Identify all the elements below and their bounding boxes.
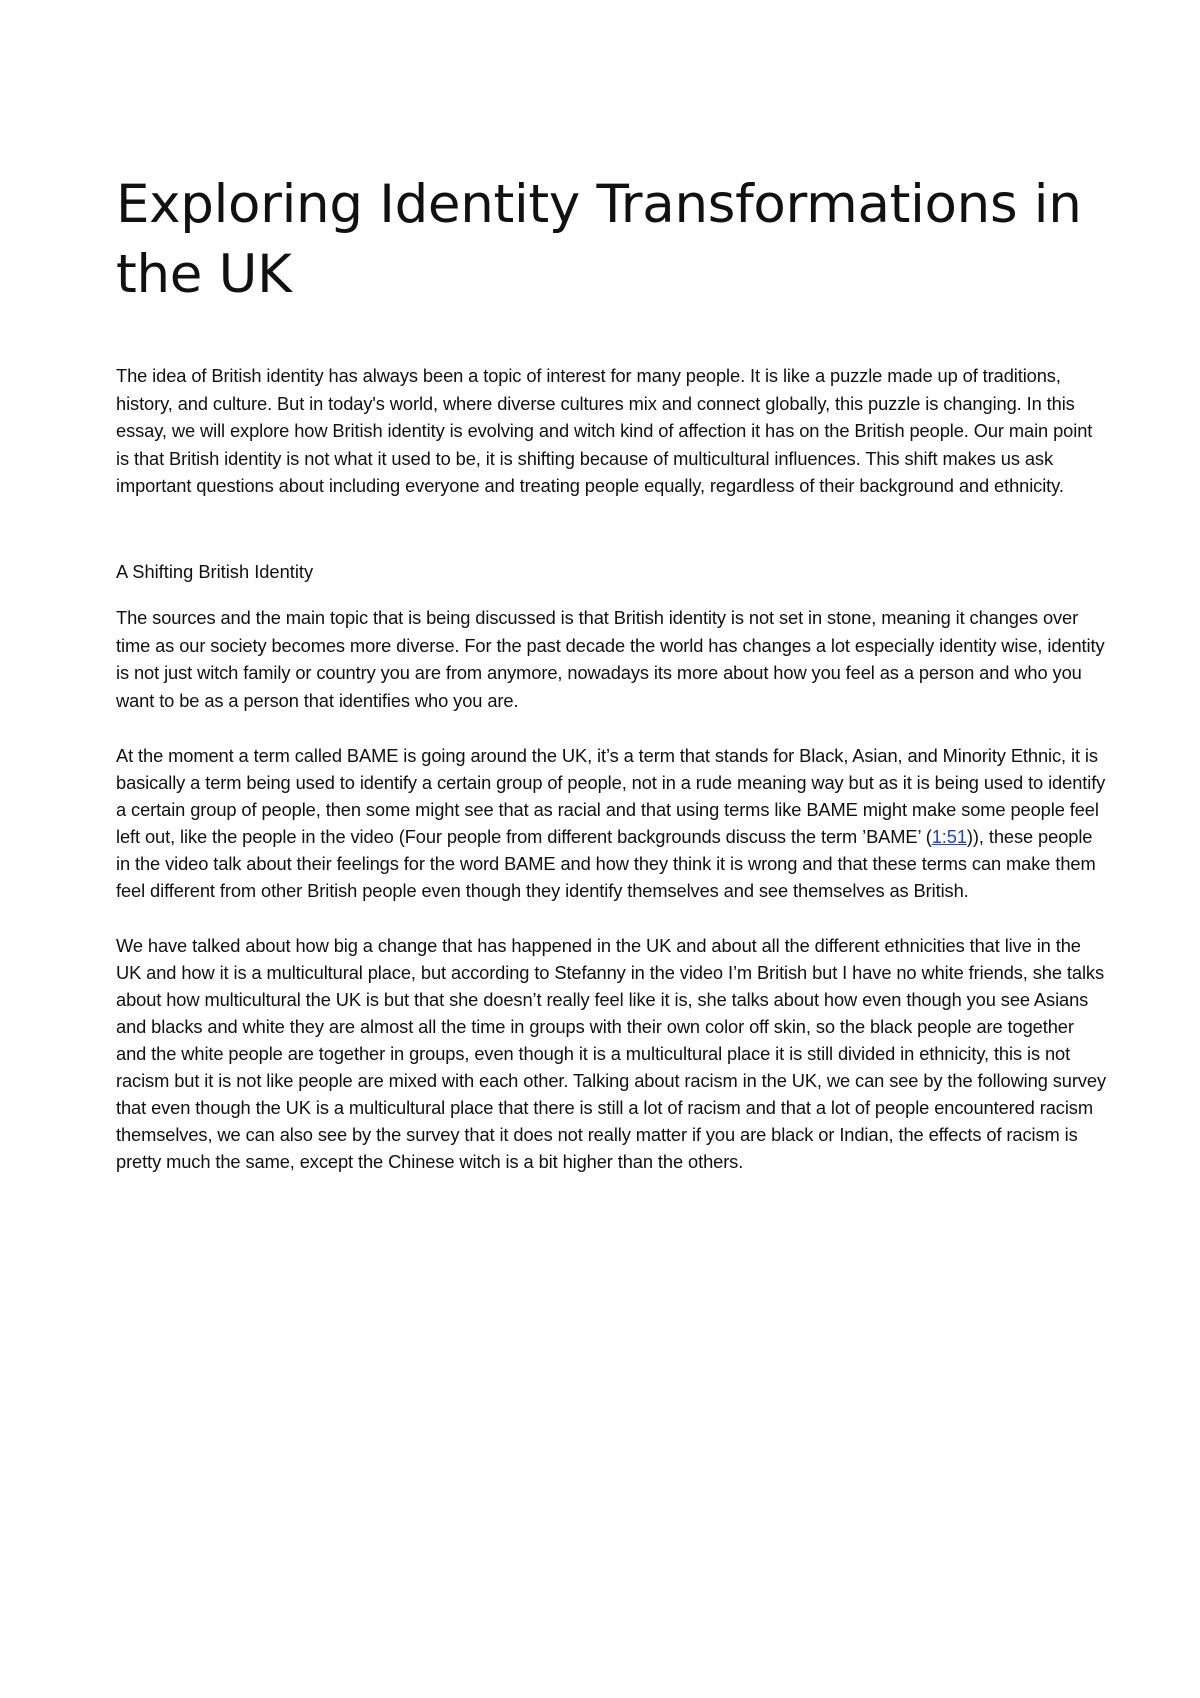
intro-paragraph: The idea of British identity has always been a topic of interest for many people. It is like a puzzle made up of traditions, history, and culture. But in today's world, where diverse cultures mix and connect globally, this puzzle is changing. In this essay, we will explore how British identity is evolving and witch kind of affection it has on the British people. Our main point is that British identity is not what it used to be, it is shifting because of multicultural influences. This shift makes us ask important questions about including everyone and treating people equally, regardless of their background and ethnicity. xyxy=(116,365,1093,496)
document-body xyxy=(116,170,1106,1175)
body-paragraph-2 xyxy=(116,742,1106,904)
document-title: Exploring Identity Transformations in the UK xyxy=(116,174,1082,305)
body-paragraph-1: The sources and the main topic that is being discussed is that British identity is not set in stone, meaning it changes over time as our society becomes more diverse. For the past decade the world has changes a lot especially identity wise, identity is not just witch family or country you are from anymore, nowadays its more about how you feel as a person and who you want to be as a person that identifies who you are. xyxy=(116,607,1105,711)
paragraph-2-text-after-link: )), these people in the video talk about their feelings for the word BAME and how they think it is wrong and that these terms can make them feel different from other British people even though they identify themselves and see themselves as British. xyxy=(116,826,1096,901)
body-paragraph-3: We have talked about how big a change that has happened in the UK and about all the different ethnicities that live in the UK and how it is a multicultural place, but according to Stefanny in the video I’m British but I have no white friends, she talks about how multicultural the UK is but that she doesn’t really feel like it is, she talks about how even though you see Asians and blacks and white they are almost all the time in groups with their own color off skin, so the black people are together and the white people are together in groups, even though it is a multicultural place it is still divided in ethnicity, this is not racism but it is not like people are mixed with each other. Talking about racism in the UK, we can see by the following survey that even though the UK is a multicultural place that there is still a lot of racism and that a lot of people encountered racism themselves, we can also see by the survey that it does not really matter if you are black or Indian, the effects of racism is pretty much the same, except the Chinese witch is a bit higher than the others. xyxy=(116,935,1106,1172)
section-heading: A Shifting British Identity xyxy=(116,560,314,582)
paragraph-2-text-before-link: At the moment a term called BAME is going around the UK, it’s a term that stands for Black, Asian, and Minority Ethnic, it is basically a term being used to identify a certain group of people, not in a rude meaning way but as it is being used to identify a certain group of people, then some might see that as racial and that using terms like BAME might make some people feel left out, like the people in the video (Four people from different backgrounds discuss the term ’BAME’ ( xyxy=(116,745,1106,847)
video-timestamp-link[interactable]: 1:51 xyxy=(931,826,967,847)
